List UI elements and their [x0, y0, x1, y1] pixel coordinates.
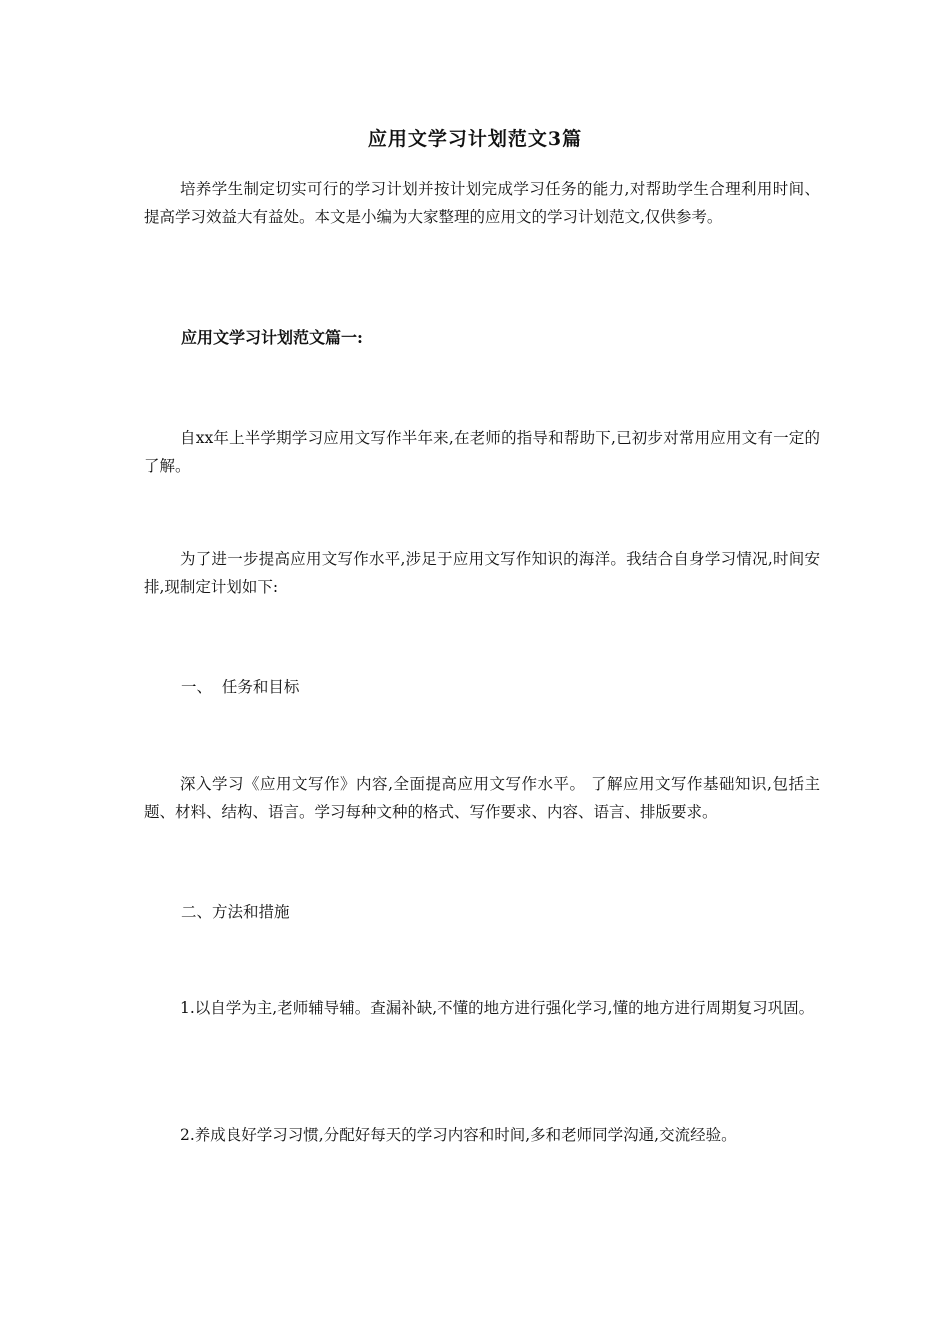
section-title-methods: 二、方法和措施: [181, 903, 290, 921]
paragraph-tasks-goals: 深入学习《应用文写作》内容,全面提高应用文写作水平。 了解应用文写作基础知识,包括主题、材料、结构、语言。学习每种文种的格式、写作要求、内容、语言、排版要求。: [144, 775, 820, 821]
intro-paragraph: 培养学生制定切实可行的学习计划并按计划完成学习任务的能力,对帮助学生合理利用时间、提高学习效益大有益处。本文是小编为大家整理的应用文的学习计划范文,仅供参考。: [144, 180, 820, 226]
paragraph-method-two: 2.养成良好学习习惯,分配好每天的学习内容和时间,多和老师同学沟通,交流经验。: [180, 1126, 737, 1144]
paragraph-plan-intro: 为了进一步提高应用文写作水平,涉足于应用文写作知识的海洋。我结合自身学习情况,时间安排,现制定计划如下:: [144, 550, 820, 596]
paragraph-method-one: 1.以自学为主,老师辅导辅。查漏补缺,不懂的地方进行强化学习,懂的地方进行周期复习巩固。: [180, 999, 815, 1017]
document-title: 应用文学习计划范文3篇: [367, 128, 583, 150]
paragraph-study-review: 自xx年上半学期学习应用文写作半年来,在老师的指导和帮助下,已初步对常用应用文有一定的了解。: [144, 429, 820, 475]
section-title-tasks-goals: 一、 任务和目标: [181, 678, 300, 696]
section-heading-part-one: 应用文学习计划范文篇一:: [181, 328, 363, 347]
